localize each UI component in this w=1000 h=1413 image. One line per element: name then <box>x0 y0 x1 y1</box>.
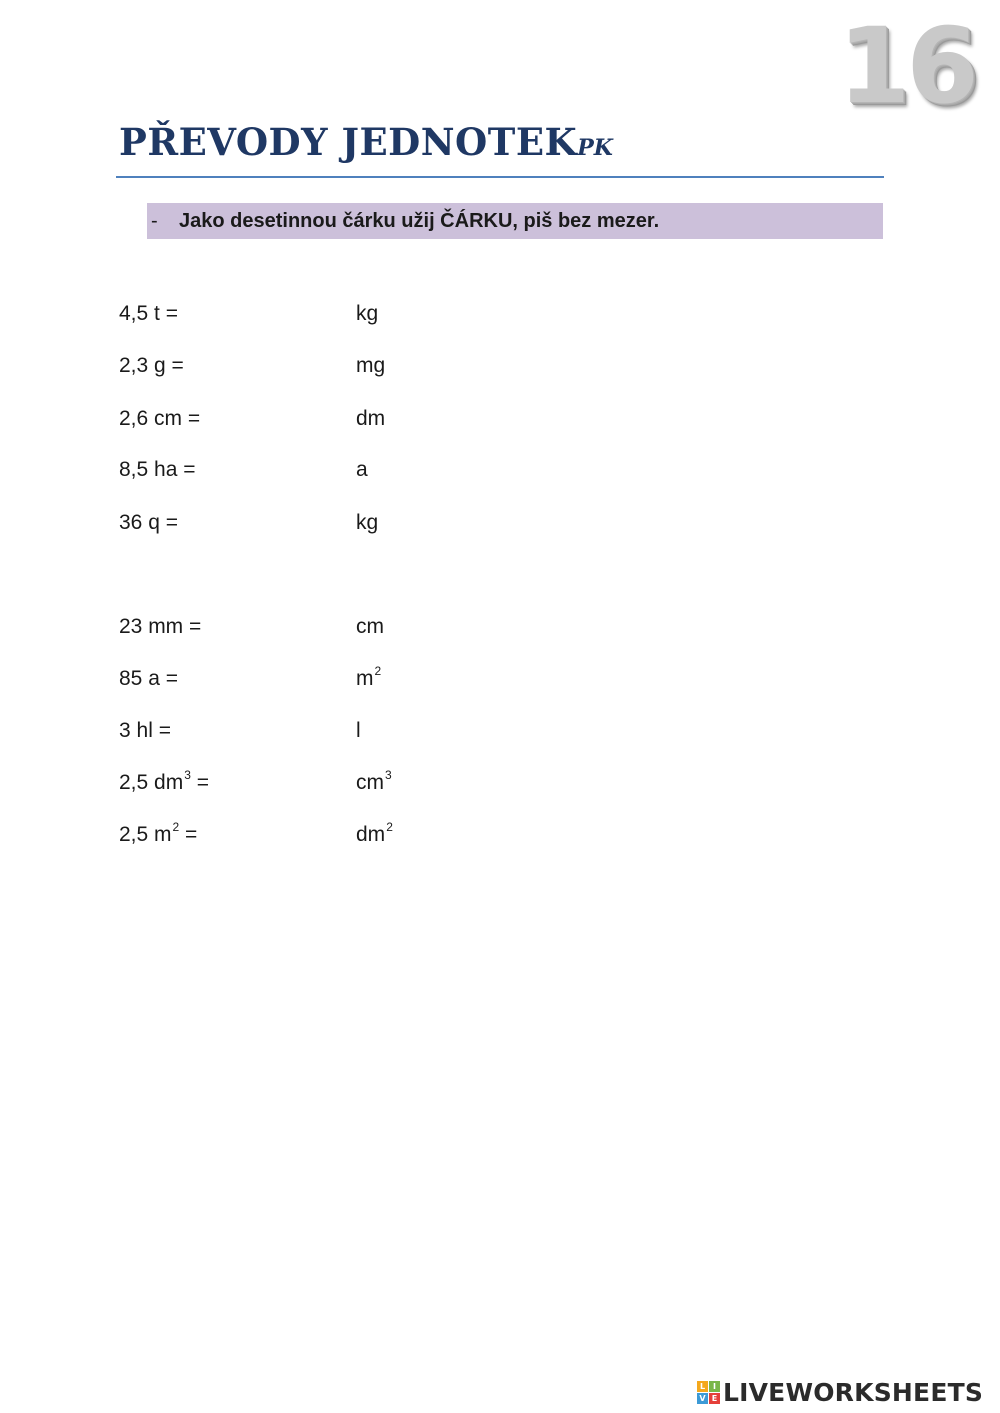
exercise-target-unit: l <box>356 719 361 742</box>
exercise-expression: 85 a = <box>119 667 178 690</box>
logo-mark-letter: V <box>697 1393 708 1404</box>
exercise-expression: 2,3 g = <box>119 354 184 377</box>
exercise-row <box>119 404 519 434</box>
exercise-target-unit: a <box>356 458 368 481</box>
exercise-expression: 36 q = <box>119 511 178 534</box>
exercise-target-unit: dm <box>356 407 386 430</box>
exercise-target-unit: kg <box>356 302 379 325</box>
instruction-bar <box>147 203 883 239</box>
logo-mark-letter: L <box>697 1381 708 1392</box>
exercise-expression: 8,5 ha = <box>119 458 196 481</box>
exercise-row <box>119 508 519 538</box>
exercise-expression: 23 mm = <box>119 615 202 638</box>
exercise-row <box>119 664 519 694</box>
exercise-row <box>119 612 519 642</box>
exercise-target-unit: $m^2$ <box>356 664 382 690</box>
liveworksheets-logo[interactable] <box>697 1378 983 1406</box>
logo-mark-letter: E <box>709 1393 720 1404</box>
exercise-target-unit: cm <box>356 615 384 638</box>
exercise-target-unit: $dm^2$ <box>356 820 393 846</box>
exercise-row <box>119 455 519 485</box>
exercise-expression: 2,5 $m^2$ = <box>119 820 198 846</box>
logo-mark-icon <box>697 1381 720 1404</box>
exercise-row <box>119 299 519 329</box>
exercise-expression: 2,6 cm = <box>119 407 201 430</box>
logo-mark-letter: I <box>709 1381 720 1392</box>
instruction-bullet: - <box>151 209 158 232</box>
title-underline <box>116 176 884 178</box>
exercise-row <box>119 351 519 381</box>
page-title-main: PŘEVODY JEDNOTEK <box>119 120 578 164</box>
exercise-target-unit: mg <box>356 354 386 377</box>
exercise-row <box>119 716 519 746</box>
exercise-target-unit: $cm^3$ <box>356 768 392 794</box>
exercise-expression: 2,5 $dm^3$ = <box>119 768 209 794</box>
exercise-expression: 4,5 t = <box>119 302 178 325</box>
exercise-row <box>119 768 519 798</box>
page-title-suffix: PK <box>577 135 613 161</box>
page-number: 16 <box>838 5 975 127</box>
logo-brand-text: LIVEWORKSHEETS <box>723 1377 984 1407</box>
instruction-text: Jako desetinnou čárku užij ČÁRKU, piš bez mezer. <box>179 209 660 232</box>
exercise-expression: 3 hl = <box>119 719 171 742</box>
exercise-row <box>119 820 519 850</box>
page-title <box>119 120 613 164</box>
exercise-target-unit: kg <box>356 511 379 534</box>
